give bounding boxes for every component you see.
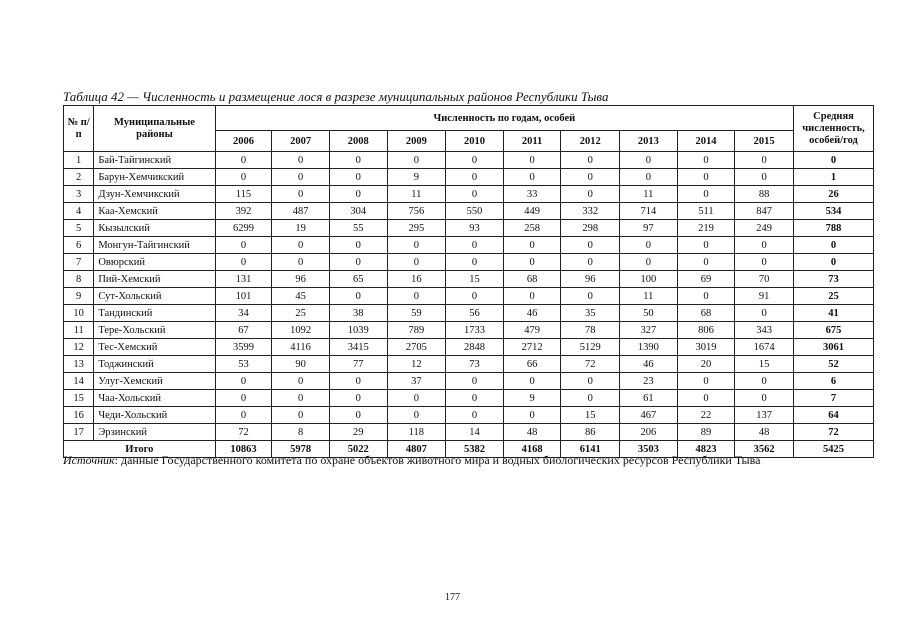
- year-value-2008: 55: [329, 220, 387, 237]
- district-name: Монгун-Тайгинский: [94, 237, 215, 254]
- year-value-2006: 0: [215, 407, 272, 424]
- year-value-2015: 847: [735, 203, 794, 220]
- year-value-2009: 0: [387, 407, 446, 424]
- year-value-2015: 0: [735, 390, 794, 407]
- district-name: Тандинский: [94, 305, 215, 322]
- year-value-2014: 0: [677, 152, 735, 169]
- header-years-group: Численность по годам, особей: [215, 106, 793, 131]
- year-value-2006: 6299: [215, 220, 272, 237]
- year-value-2007: 0: [272, 390, 330, 407]
- year-value-2011: 258: [503, 220, 561, 237]
- year-value-2007: 0: [272, 152, 330, 169]
- year-value-2009: 789: [387, 322, 446, 339]
- table-row: [64, 152, 874, 169]
- year-value-2008: 3415: [329, 339, 387, 356]
- header-year-2014: 2014: [677, 131, 735, 152]
- year-value-2007: 25: [272, 305, 330, 322]
- year-value-2009: 0: [387, 288, 446, 305]
- total-value-2013: 3503: [620, 441, 678, 458]
- district-name: Тере-Хольский: [94, 322, 215, 339]
- year-value-2008: 0: [329, 288, 387, 305]
- year-value-2012: 0: [561, 390, 620, 407]
- row-number: 16: [64, 407, 94, 424]
- year-value-2012: 0: [561, 169, 620, 186]
- year-value-2009: 9: [387, 169, 446, 186]
- header-district: Муниципальные районы: [94, 106, 215, 152]
- header-average: Средняя численность, особей/год: [794, 106, 874, 152]
- average-value: 0: [794, 237, 874, 254]
- year-value-2009: 0: [387, 152, 446, 169]
- year-value-2015: 48: [735, 424, 794, 441]
- year-value-2010: 0: [446, 186, 504, 203]
- row-number: 11: [64, 322, 94, 339]
- year-value-2014: 219: [677, 220, 735, 237]
- year-value-2014: 0: [677, 169, 735, 186]
- year-value-2015: 137: [735, 407, 794, 424]
- year-value-2015: 0: [735, 237, 794, 254]
- year-value-2006: 0: [215, 390, 272, 407]
- year-value-2010: 56: [446, 305, 504, 322]
- total-average: 5425: [794, 441, 874, 458]
- year-value-2009: 0: [387, 254, 446, 271]
- average-value: 41: [794, 305, 874, 322]
- year-value-2009: 295: [387, 220, 446, 237]
- year-value-2010: 93: [446, 220, 504, 237]
- year-value-2011: 2712: [503, 339, 561, 356]
- moose-population-table-container: [63, 105, 874, 458]
- table-row: [64, 271, 874, 288]
- year-value-2008: 0: [329, 390, 387, 407]
- year-value-2006: 0: [215, 254, 272, 271]
- average-value: 3061: [794, 339, 874, 356]
- year-value-2010: 0: [446, 169, 504, 186]
- year-value-2015: 249: [735, 220, 794, 237]
- year-value-2013: 0: [620, 169, 678, 186]
- table-row: [64, 186, 874, 203]
- row-number: 14: [64, 373, 94, 390]
- year-value-2012: 15: [561, 407, 620, 424]
- page-number: 177: [445, 592, 460, 603]
- header-year-2010: 2010: [446, 131, 504, 152]
- year-value-2008: 0: [329, 254, 387, 271]
- year-value-2009: 0: [387, 390, 446, 407]
- year-value-2010: 14: [446, 424, 504, 441]
- average-value: 1: [794, 169, 874, 186]
- year-value-2006: 0: [215, 152, 272, 169]
- year-value-2014: 0: [677, 237, 735, 254]
- year-value-2009: 756: [387, 203, 446, 220]
- row-number: 6: [64, 237, 94, 254]
- total-label: Итого: [64, 441, 216, 458]
- average-value: 675: [794, 322, 874, 339]
- year-value-2014: 69: [677, 271, 735, 288]
- year-value-2014: 0: [677, 288, 735, 305]
- year-value-2010: 0: [446, 373, 504, 390]
- average-value: 6: [794, 373, 874, 390]
- district-name: Сут-Хольский: [94, 288, 215, 305]
- table-caption: Таблица 42 — Численность и размещение лося в разрезе муниципальных районов Республики Тыва: [63, 89, 609, 104]
- header-year-2015: 2015: [735, 131, 794, 152]
- average-value: 7: [794, 390, 874, 407]
- average-value: 73: [794, 271, 874, 288]
- district-name: Кызылский: [94, 220, 215, 237]
- table-row: [64, 169, 874, 186]
- year-value-2006: 115: [215, 186, 272, 203]
- year-value-2015: 0: [735, 305, 794, 322]
- year-value-2006: 3599: [215, 339, 272, 356]
- year-value-2007: 8: [272, 424, 330, 441]
- average-value: 25: [794, 288, 874, 305]
- year-value-2012: 0: [561, 237, 620, 254]
- year-value-2012: 35: [561, 305, 620, 322]
- year-value-2015: 343: [735, 322, 794, 339]
- year-value-2008: 0: [329, 169, 387, 186]
- district-name: Чаа-Хольский: [94, 390, 215, 407]
- year-value-2012: 72: [561, 356, 620, 373]
- header-year-2013: 2013: [620, 131, 678, 152]
- year-value-2011: 33: [503, 186, 561, 203]
- year-value-2011: 0: [503, 237, 561, 254]
- total-value-2008: 5022: [329, 441, 387, 458]
- year-value-2009: 118: [387, 424, 446, 441]
- district-name: Барун-Хемчикский: [94, 169, 215, 186]
- year-value-2014: 0: [677, 186, 735, 203]
- total-value-2010: 5382: [446, 441, 504, 458]
- total-value-2014: 4823: [677, 441, 735, 458]
- header-num: № п/п: [64, 106, 94, 152]
- average-value: 52: [794, 356, 874, 373]
- district-name: Дзун-Хемчикский: [94, 186, 215, 203]
- year-value-2015: 0: [735, 254, 794, 271]
- year-value-2006: 67: [215, 322, 272, 339]
- year-value-2014: 89: [677, 424, 735, 441]
- year-value-2014: 3019: [677, 339, 735, 356]
- district-name: Чеди-Хольский: [94, 407, 215, 424]
- table-row: [64, 220, 874, 237]
- district-name: Тоджинский: [94, 356, 215, 373]
- year-value-2011: 68: [503, 271, 561, 288]
- moose-population-table: [63, 105, 874, 458]
- year-value-2010: 1733: [446, 322, 504, 339]
- table-row: [64, 288, 874, 305]
- year-value-2007: 45: [272, 288, 330, 305]
- row-number: 3: [64, 186, 94, 203]
- average-value: 534: [794, 203, 874, 220]
- total-value-2012: 6141: [561, 441, 620, 458]
- year-value-2011: 0: [503, 169, 561, 186]
- year-value-2010: 0: [446, 390, 504, 407]
- year-value-2011: 66: [503, 356, 561, 373]
- average-value: 64: [794, 407, 874, 424]
- year-value-2007: 0: [272, 169, 330, 186]
- year-value-2011: 9: [503, 390, 561, 407]
- year-value-2013: 714: [620, 203, 678, 220]
- year-value-2007: 96: [272, 271, 330, 288]
- year-value-2011: 0: [503, 288, 561, 305]
- total-value-2007: 5978: [272, 441, 330, 458]
- year-value-2015: 88: [735, 186, 794, 203]
- source-text: : данные Государственного комитета по охране объектов животного мира и водных биологических ресурсов Республики Тыва: [114, 453, 761, 467]
- year-value-2012: 0: [561, 254, 620, 271]
- year-value-2006: 53: [215, 356, 272, 373]
- year-value-2014: 0: [677, 254, 735, 271]
- year-value-2008: 1039: [329, 322, 387, 339]
- district-name: Пий-Хемский: [94, 271, 215, 288]
- year-value-2008: 0: [329, 373, 387, 390]
- source-note: [63, 453, 760, 468]
- year-value-2011: 0: [503, 373, 561, 390]
- year-value-2006: 0: [215, 169, 272, 186]
- total-value-2006: 10863: [215, 441, 272, 458]
- year-value-2013: 11: [620, 186, 678, 203]
- year-value-2013: 206: [620, 424, 678, 441]
- header-year-2007: 2007: [272, 131, 330, 152]
- average-value: 0: [794, 152, 874, 169]
- year-value-2009: 12: [387, 356, 446, 373]
- year-value-2007: 4116: [272, 339, 330, 356]
- year-value-2008: 304: [329, 203, 387, 220]
- year-value-2012: 5129: [561, 339, 620, 356]
- year-value-2006: 392: [215, 203, 272, 220]
- table-row: [64, 237, 874, 254]
- year-value-2007: 487: [272, 203, 330, 220]
- year-value-2013: 50: [620, 305, 678, 322]
- year-value-2007: 0: [272, 254, 330, 271]
- table-row: [64, 322, 874, 339]
- year-value-2011: 0: [503, 152, 561, 169]
- row-number: 8: [64, 271, 94, 288]
- year-value-2014: 20: [677, 356, 735, 373]
- year-value-2010: 2848: [446, 339, 504, 356]
- total-value-2015: 3562: [735, 441, 794, 458]
- year-value-2014: 511: [677, 203, 735, 220]
- year-value-2013: 97: [620, 220, 678, 237]
- district-name: Тес-Хемский: [94, 339, 215, 356]
- year-value-2008: 38: [329, 305, 387, 322]
- table-row: [64, 390, 874, 407]
- year-value-2010: 0: [446, 407, 504, 424]
- header-year-2011: 2011: [503, 131, 561, 152]
- total-value-2009: 4807: [387, 441, 446, 458]
- table-body: [64, 152, 874, 458]
- year-value-2013: 327: [620, 322, 678, 339]
- year-value-2007: 0: [272, 186, 330, 203]
- year-value-2015: 70: [735, 271, 794, 288]
- year-value-2013: 100: [620, 271, 678, 288]
- district-name: Эрзинский: [94, 424, 215, 441]
- year-value-2013: 46: [620, 356, 678, 373]
- year-value-2013: 467: [620, 407, 678, 424]
- year-value-2015: 0: [735, 373, 794, 390]
- row-number: 1: [64, 152, 94, 169]
- year-value-2011: 0: [503, 407, 561, 424]
- year-value-2014: 0: [677, 390, 735, 407]
- year-value-2008: 0: [329, 407, 387, 424]
- year-value-2009: 16: [387, 271, 446, 288]
- year-value-2013: 11: [620, 288, 678, 305]
- year-value-2006: 34: [215, 305, 272, 322]
- year-value-2010: 0: [446, 152, 504, 169]
- year-value-2012: 78: [561, 322, 620, 339]
- table-row: [64, 356, 874, 373]
- header-year-2012: 2012: [561, 131, 620, 152]
- table-row: [64, 424, 874, 441]
- row-number: 9: [64, 288, 94, 305]
- year-value-2012: 0: [561, 288, 620, 305]
- year-value-2011: 0: [503, 254, 561, 271]
- year-value-2014: 68: [677, 305, 735, 322]
- row-number: 17: [64, 424, 94, 441]
- year-value-2012: 0: [561, 152, 620, 169]
- district-name: Каа-Хемский: [94, 203, 215, 220]
- year-value-2008: 0: [329, 152, 387, 169]
- year-value-2010: 550: [446, 203, 504, 220]
- year-value-2013: 0: [620, 254, 678, 271]
- year-value-2010: 0: [446, 237, 504, 254]
- year-value-2014: 22: [677, 407, 735, 424]
- year-value-2012: 96: [561, 271, 620, 288]
- year-value-2011: 46: [503, 305, 561, 322]
- year-value-2014: 806: [677, 322, 735, 339]
- year-value-2013: 0: [620, 152, 678, 169]
- row-number: 13: [64, 356, 94, 373]
- year-value-2007: 0: [272, 407, 330, 424]
- year-value-2008: 77: [329, 356, 387, 373]
- year-value-2011: 449: [503, 203, 561, 220]
- year-value-2013: 61: [620, 390, 678, 407]
- year-value-2009: 2705: [387, 339, 446, 356]
- year-value-2015: 1674: [735, 339, 794, 356]
- year-value-2009: 0: [387, 237, 446, 254]
- row-number: 2: [64, 169, 94, 186]
- year-value-2007: 19: [272, 220, 330, 237]
- year-value-2007: 0: [272, 373, 330, 390]
- row-number: 15: [64, 390, 94, 407]
- year-value-2012: 298: [561, 220, 620, 237]
- year-value-2006: 0: [215, 237, 272, 254]
- header-year-2009: 2009: [387, 131, 446, 152]
- year-value-2008: 65: [329, 271, 387, 288]
- average-value: 0: [794, 254, 874, 271]
- year-value-2015: 0: [735, 152, 794, 169]
- table-row: [64, 203, 874, 220]
- row-number: 5: [64, 220, 94, 237]
- year-value-2010: 0: [446, 288, 504, 305]
- year-value-2012: 86: [561, 424, 620, 441]
- year-value-2010: 0: [446, 254, 504, 271]
- table-row: [64, 305, 874, 322]
- table-header: [64, 106, 874, 152]
- year-value-2007: 90: [272, 356, 330, 373]
- table-row: [64, 373, 874, 390]
- year-value-2012: 332: [561, 203, 620, 220]
- year-value-2013: 1390: [620, 339, 678, 356]
- year-value-2013: 0: [620, 237, 678, 254]
- year-value-2009: 37: [387, 373, 446, 390]
- year-value-2006: 72: [215, 424, 272, 441]
- year-value-2015: 0: [735, 169, 794, 186]
- table-row: [64, 407, 874, 424]
- table-row: [64, 339, 874, 356]
- year-value-2008: 0: [329, 186, 387, 203]
- year-value-2014: 0: [677, 373, 735, 390]
- average-value: 72: [794, 424, 874, 441]
- table-row: [64, 254, 874, 271]
- year-value-2015: 91: [735, 288, 794, 305]
- year-value-2006: 101: [215, 288, 272, 305]
- year-value-2009: 59: [387, 305, 446, 322]
- district-name: Улуг-Хемский: [94, 373, 215, 390]
- year-value-2007: 0: [272, 237, 330, 254]
- header-year-2008: 2008: [329, 131, 387, 152]
- year-value-2006: 131: [215, 271, 272, 288]
- year-value-2009: 11: [387, 186, 446, 203]
- row-number: 10: [64, 305, 94, 322]
- average-value: 788: [794, 220, 874, 237]
- source-label: Источник: [63, 453, 115, 467]
- header-year-2006: 2006: [215, 131, 272, 152]
- year-value-2013: 23: [620, 373, 678, 390]
- district-name: Бай-Тайгинский: [94, 152, 215, 169]
- year-value-2011: 48: [503, 424, 561, 441]
- year-value-2006: 0: [215, 373, 272, 390]
- row-number: 12: [64, 339, 94, 356]
- year-value-2015: 15: [735, 356, 794, 373]
- row-number: 4: [64, 203, 94, 220]
- year-value-2008: 0: [329, 237, 387, 254]
- year-value-2010: 15: [446, 271, 504, 288]
- district-name: Овюрский: [94, 254, 215, 271]
- year-value-2012: 0: [561, 373, 620, 390]
- total-value-2011: 4168: [503, 441, 561, 458]
- year-value-2007: 1092: [272, 322, 330, 339]
- average-value: 26: [794, 186, 874, 203]
- year-value-2012: 0: [561, 186, 620, 203]
- year-value-2010: 73: [446, 356, 504, 373]
- year-value-2008: 29: [329, 424, 387, 441]
- row-number: 7: [64, 254, 94, 271]
- year-value-2011: 479: [503, 322, 561, 339]
